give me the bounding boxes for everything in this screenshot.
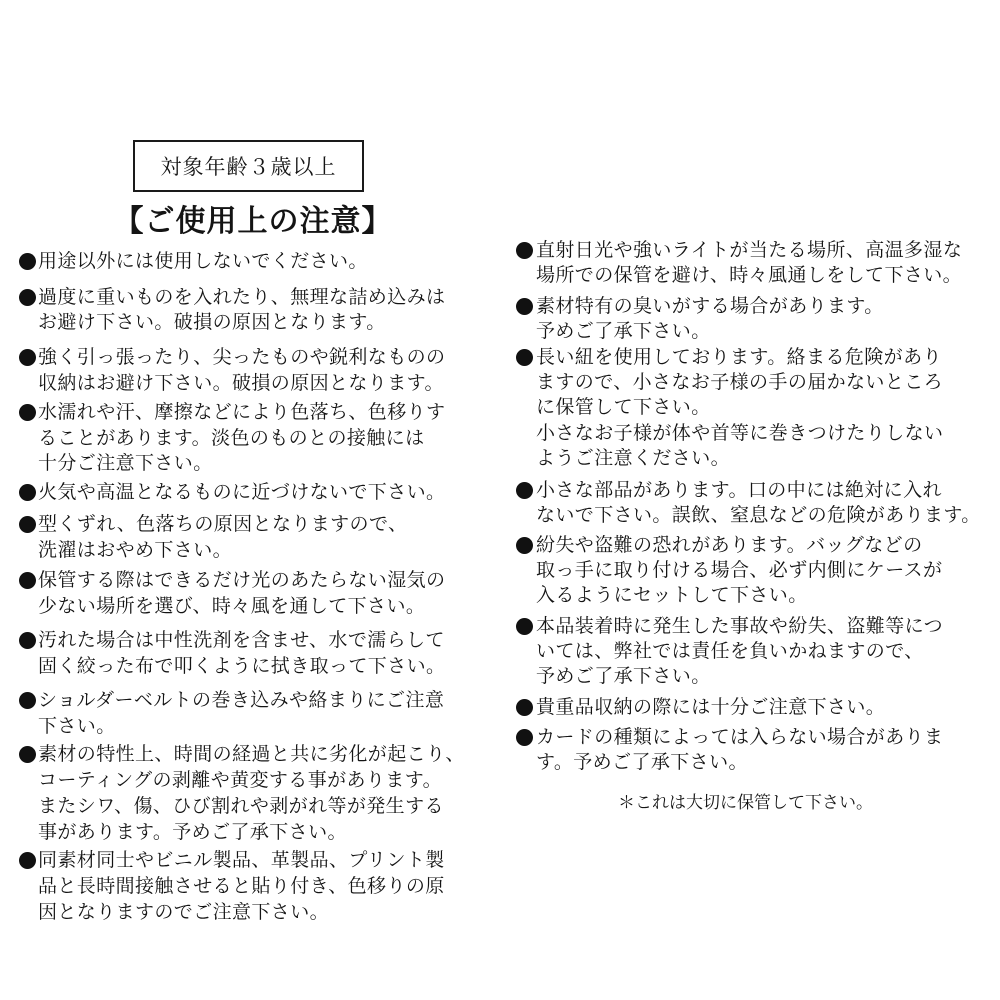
bullet-icon (19, 852, 36, 869)
bullet-icon (19, 516, 36, 533)
bullet-icon (19, 289, 36, 306)
caution-text: お避け下さい。破損の原因となります。 (38, 311, 386, 333)
age-notice: 対象年齢３歳以上 (160, 155, 337, 179)
caution-text: 強く引っ張ったり、尖ったものや鋭利なものの (38, 346, 446, 368)
bullet-icon (19, 692, 36, 709)
caution-text: ようご注意ください。 (536, 447, 731, 469)
caution-text: 型くずれ、色落ちの原因となりますので、 (38, 513, 408, 535)
caution-text: す。予めご了承下さい。 (536, 751, 748, 773)
caution-text: 素材特有の臭いがする場合があります。 (536, 295, 884, 317)
caution-text: カードの種類によっては入らない場合がありま (536, 726, 944, 748)
caution-text: 収納はお避け下さい。破損の原因となります。 (38, 372, 444, 394)
caution-text: 小さなお子様が体や首等に巻きつけたりしない (536, 422, 944, 444)
caution-text: 長い紐を使用しております。絡まる危険があり (536, 346, 942, 368)
bullet-icon (516, 482, 533, 499)
bullet-icon (19, 572, 36, 589)
caution-text: 品と長時間接触させると貼り付き、色移りの原 (38, 875, 445, 897)
caution-text: 下さい。 (38, 715, 116, 737)
caution-text: 予めご了承下さい。 (536, 665, 711, 687)
bullet-icon (19, 349, 36, 366)
caution-text: ないで下さい。誤飲、窒息などの危険があります。 (536, 504, 981, 526)
caution-text: 十分ご注意下さい。 (38, 452, 213, 474)
caution-text: 本品装着時に発生した事故や紛失、盗難等につ (536, 615, 944, 637)
caution-text: 紛失や盗難の恐れがあります。バッグなどの (536, 534, 923, 556)
bullet-icon (19, 632, 36, 649)
caution-text: 水濡れや汗、摩擦などにより色落ち、色移りす (38, 401, 446, 423)
footnote: ＊これは大切に保管して下さい。 (618, 793, 873, 813)
caution-text: ますので、小さなお子様の手の届かないところ (536, 371, 944, 393)
bullet-icon (516, 349, 533, 366)
caution-text: 因となりますのでご注意下さい。 (38, 901, 330, 923)
bullet-icon (19, 404, 36, 421)
caution-text: 入るようにセットして下さい。 (536, 584, 808, 606)
bullet-icon (19, 484, 36, 501)
caution-text: 直射日光や強いライトが当たる場所、高温多湿な (536, 239, 963, 261)
bullet-icon (516, 729, 533, 746)
bullet-icon (516, 242, 533, 259)
caution-text: ることがあります。淡色のものとの接触には (38, 427, 425, 449)
caution-text: 固く絞った布で叩くように拭き取って下さい。 (38, 655, 446, 677)
caution-text: またシワ、傷、ひび割れや剥がれ等が発生する (38, 795, 444, 817)
bullet-icon (516, 699, 533, 716)
caution-text: 用途以外には使用しないでください。 (38, 250, 368, 272)
caution-text: に保管して下さい。 (536, 396, 711, 418)
caution-text: 予めご了承下さい。 (536, 320, 711, 342)
caution-text: 場所での保管を避け、時々風通しをして下さい。 (536, 264, 963, 286)
page-title: 【ご使用上の注意】 (113, 204, 393, 239)
caution-text: ショルダーベルトの巻き込みや絡まりにご注意 (38, 689, 445, 711)
caution-text: 事があります。予めご了承下さい。 (38, 821, 347, 843)
caution-text: いては、弊社では責任を負いかねますので、 (536, 640, 924, 662)
bullet-icon (19, 746, 36, 763)
age-notice-box (133, 140, 364, 192)
caution-text: 汚れた場合は中性洗剤を含ませ、水で濡らして (38, 629, 445, 651)
bullet-icon (516, 618, 533, 635)
bullet-icon (516, 298, 533, 315)
caution-text: 火気や高温となるものに近づけないで下さい。 (38, 481, 446, 503)
caution-text: 取っ手に取り付ける場合、必ず内側にケースが (536, 559, 943, 581)
caution-text: 洗濯はおやめ下さい。 (38, 539, 233, 561)
bullet-icon (19, 253, 36, 270)
caution-text: 小さな部品があります。口の中には絶対に入れ (536, 479, 942, 501)
caution-text: 素材の特性上、時間の経過と共に劣化が起こり、 (38, 743, 465, 765)
caution-text: 過度に重いものを入れたり、無理な詰め込みは (38, 286, 446, 308)
caution-text: 少ない場所を選び、時々風を通して下さい。 (38, 595, 426, 617)
caution-text: コーティングの剥離や黄変する事があります。 (38, 769, 442, 791)
caution-text: 貴重品収納の際には十分ご注意下さい。 (536, 696, 886, 718)
bullet-icon (516, 537, 533, 554)
caution-text: 保管する際はできるだけ光のあたらない湿気の (38, 569, 446, 591)
caution-text: 同素材同士やビニル製品、革製品、プリント製 (38, 849, 445, 871)
